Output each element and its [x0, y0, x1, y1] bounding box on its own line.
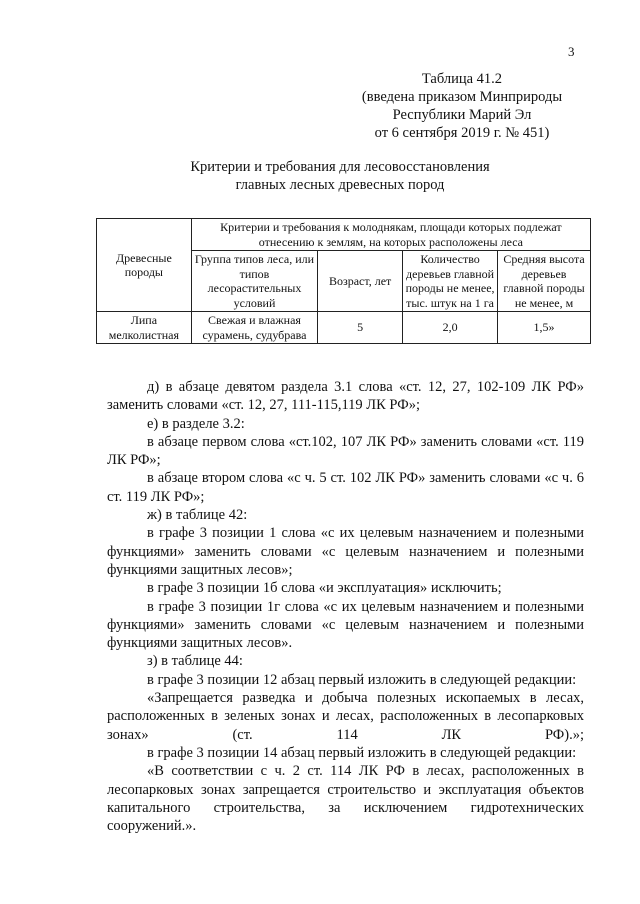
- paragraph: «В соответствии с ч. 2 ст. 114 ЛК РФ в лесах, расположенных в лесопарковых зонах запрещается строительство и эксплуатация объектов капитального строительства, за исключением гидротехнических сооружений.».: [107, 763, 584, 835]
- title-line: главных лесных древесных пород: [235, 177, 445, 193]
- cell-species: Липа мелколистная: [97, 312, 192, 344]
- paragraph: в абзаце первом слова «ст.102, 107 ЛК РФ» заменить словами «ст. 119 ЛК РФ»;: [107, 433, 584, 469]
- paragraph: е) в разделе 3.2:: [147, 415, 245, 432]
- header-tree-count: Количество деревьев главной породы не менее, тыс. штук на 1 га: [403, 251, 498, 312]
- header-species: Древесные породы: [97, 219, 192, 312]
- title-line: Критерии и требования для лесовосстановления: [190, 159, 490, 175]
- amendments-text: [107, 378, 584, 835]
- paragraph: з) в таблице 44:: [147, 653, 243, 670]
- header-age: Возраст, лет: [318, 251, 403, 312]
- paragraph: «Запрещается разведка и добыча полезных ископаемых в лесах, расположенных в зеленых зонах и лесах, расположенных в лесопарковых зонах» (ст. 114 ЛК РФ).»;: [107, 690, 584, 743]
- paragraph: в графе 3 позиции 14 абзац первый изложить в следующей редакции:: [147, 744, 577, 761]
- cell-age: 5: [318, 312, 403, 344]
- paragraph: в графе 3 позиции 1 слова «с их целевым назначением и полезными функциями» заменить словами «с целевым назначением и полезными функциями защитных лесов»;: [107, 525, 584, 578]
- header-criteria-group: Критерии и требования к молоднякам, площади которых подлежат отнесению к землям, на которых расположены леса: [191, 219, 590, 251]
- paragraph: в графе 3 позиции 1б слова «и эксплуатация» исключить;: [147, 580, 502, 597]
- paragraph: в абзаце втором слова «с ч. 5 ст. 102 ЛК РФ» заменить словами «с ч. 6 ст. 119 ЛК РФ»;: [107, 470, 584, 505]
- table-note-line: (введена приказом Минприроды: [361, 89, 563, 105]
- cell-forest-type: Свежая и влажная сурамень, судубрава: [191, 312, 317, 344]
- table-row: [97, 312, 591, 344]
- paragraph: д) в абзаце девятом раздела 3.1 слова «ст. 12, 27, 102-109 ЛК РФ» заменить словами «ст. 12, 27, 111-115,119 ЛК РФ»;: [107, 379, 584, 414]
- header-tree-height: Средняя высота деревьев главной породы не менее, м: [498, 251, 591, 312]
- table-note-line: Республики Марий Эл: [392, 107, 532, 123]
- table-note-line: от 6 сентября 2019 г. № 451): [374, 125, 550, 141]
- cell-tree-count: 2,0: [403, 312, 498, 344]
- table-note: [342, 70, 582, 142]
- table-note-line: Таблица 41.2: [421, 71, 503, 87]
- paragraph: в графе 3 позиции 12 абзац первый изложить в следующей редакции:: [147, 671, 577, 688]
- header-forest-type: Группа типов леса, или типов лесорастительных условий: [191, 251, 317, 312]
- table-header-row: [97, 219, 591, 251]
- cell-tree-height: 1,5»: [498, 312, 591, 344]
- page-number: 3: [568, 44, 575, 59]
- document-title: [80, 158, 600, 194]
- paragraph: ж) в таблице 42:: [147, 507, 248, 524]
- criteria-table: [96, 218, 591, 344]
- paragraph: в графе 3 позиции 1г слова «с их целевым назначением и полезными функциями» заменить словами «с целевым назначением и полезными функциями защитных лесов».: [107, 598, 584, 652]
